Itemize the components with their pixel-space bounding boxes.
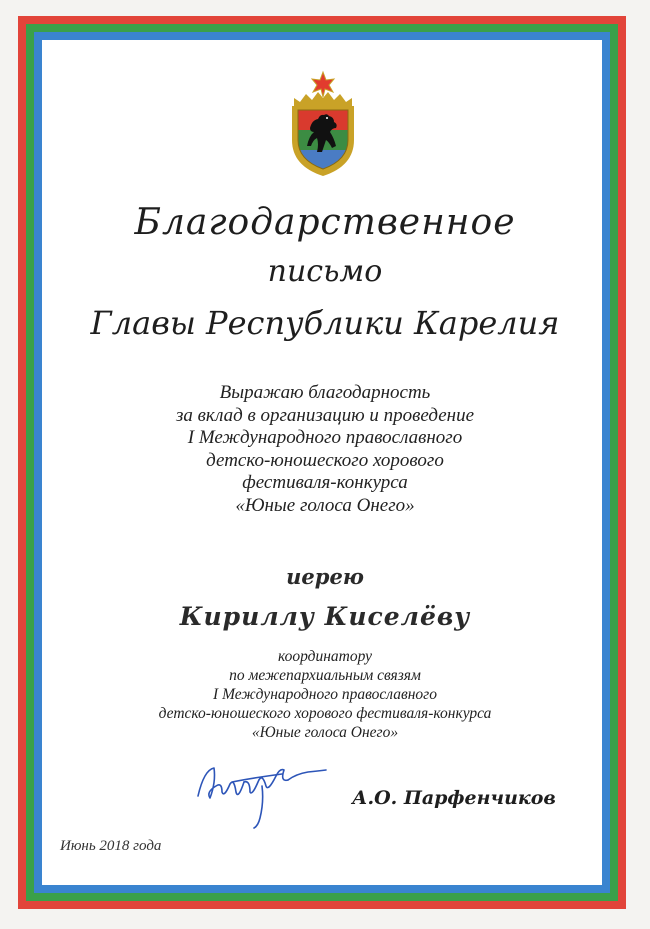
position-line: «Юные голоса Онего» <box>251 724 399 741</box>
recipient-position <box>0 647 650 742</box>
signer-name: А.О. Парфенчиков <box>352 787 556 809</box>
document-title-line-3: Главы Республики Карелия <box>90 304 560 342</box>
position-line: детско-юношеского хорового фестиваля-конкурса <box>158 705 492 722</box>
gratitude-line: за вклад в организацию и проведение <box>175 404 475 426</box>
handwritten-signature-icon <box>192 752 332 832</box>
gratitude-line: фестиваля-конкурса <box>242 472 408 493</box>
karelia-coat-of-arms-icon <box>286 70 360 178</box>
gratitude-text <box>0 382 650 517</box>
gratitude-line: Выражаю благодарность <box>219 382 431 403</box>
position-line: по межепархиальным связям <box>229 667 421 684</box>
gratitude-line: детско-юношеского хорового <box>206 449 444 471</box>
gratitude-line: I Международного православного <box>187 427 463 448</box>
issue-date: Июнь 2018 года <box>60 838 162 854</box>
position-line: I Международного православного <box>213 686 437 703</box>
document-title-line-1: Благодарственное <box>134 202 516 243</box>
document-title-line-2: письмо <box>267 254 383 289</box>
recipient-title: иерею <box>286 564 364 589</box>
recipient-name: Кириллу Киселёву <box>179 602 471 631</box>
gratitude-line: «Юные голоса Онего» <box>235 494 415 516</box>
position-line: координатору <box>277 648 373 665</box>
